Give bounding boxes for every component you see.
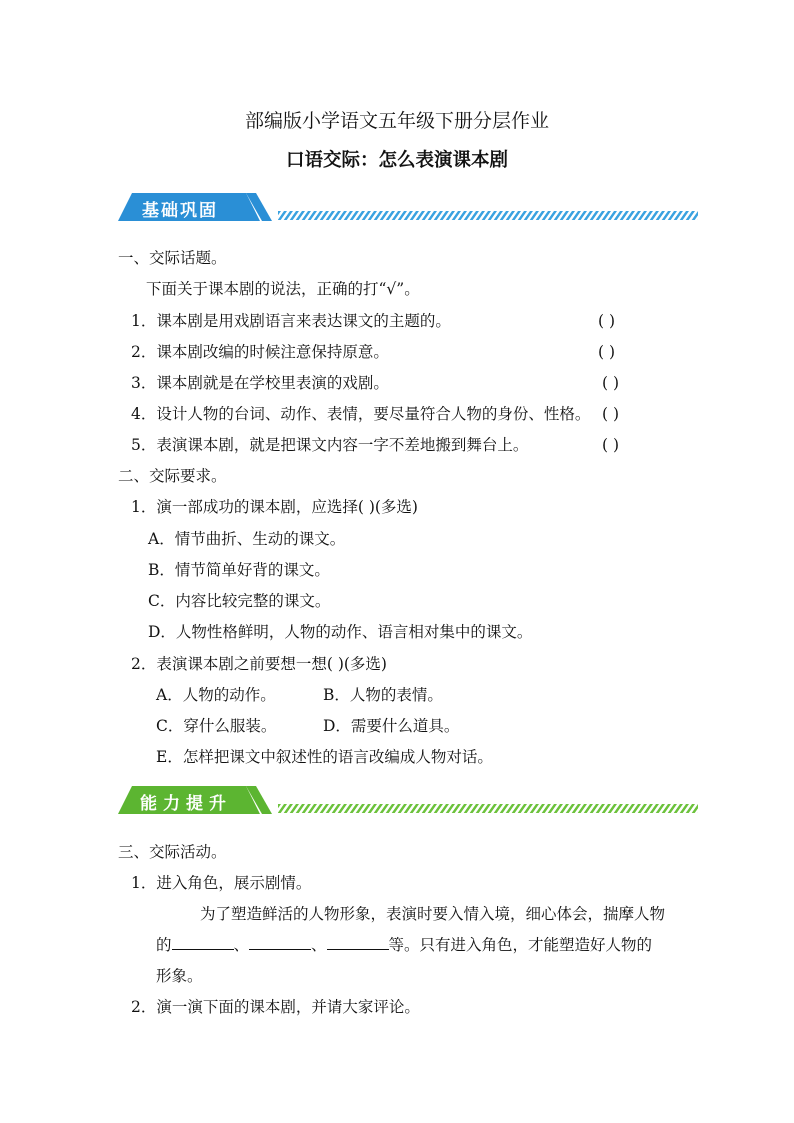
blank-sep-1: 、 bbox=[233, 936, 250, 954]
part2-q1-option-a: A．情节曲折、生动的课文。 bbox=[148, 530, 346, 548]
section-banner-advanced bbox=[118, 784, 700, 818]
section-label-advanced: 能力提升 bbox=[140, 794, 232, 814]
banner-advanced-stripes bbox=[278, 804, 698, 813]
part1-item-5: 5．表演课本剧，就是把课文内容一字不差地搬到舞台上。 bbox=[131, 436, 529, 454]
part1-instruction: 下面关于课本剧的说法，正确的打“√”。 bbox=[146, 280, 420, 298]
part1-item-4: 4．设计人物的台词、动作、表情，要尽量符合人物的身份、性格。 bbox=[131, 405, 591, 423]
part2-q2-option-d: D．需要什么道具。 bbox=[323, 717, 460, 735]
part3-q1-para-line3: 形象。 bbox=[156, 967, 203, 985]
part2-q1-option-d: D．人物性格鲜明，人物的动作、语言相对集中的课文。 bbox=[148, 623, 533, 641]
part2-q2-option-b: B．人物的表情。 bbox=[323, 686, 443, 704]
answer-paren-2[interactable]: ( ) bbox=[598, 343, 616, 361]
fill-blank-3[interactable] bbox=[327, 935, 389, 950]
part3-heading: 三、交际活动。 bbox=[118, 843, 227, 861]
part1-item-3: 3．课本剧就是在学校里表演的戏剧。 bbox=[131, 374, 389, 392]
part3-q2-stem: 2．演一演下面的课本剧，并请大家评论。 bbox=[131, 998, 420, 1016]
section-label-basic: 基础巩固 bbox=[142, 201, 218, 221]
part1-item-2: 2．课本剧改编的时候注意保持原意。 bbox=[131, 343, 389, 361]
banner-basic-stripes bbox=[278, 211, 698, 220]
answer-paren-1[interactable]: ( ) bbox=[598, 312, 616, 330]
part2-q2-option-c: C．穿什么服装。 bbox=[156, 717, 277, 735]
part2-q1-option-c: C．内容比较完整的课文。 bbox=[148, 592, 331, 610]
part2-q2-option-e: E．怎样把课文中叙述性的语言改编成人物对话。 bbox=[156, 748, 493, 766]
answer-paren-5[interactable]: ( ) bbox=[602, 436, 620, 454]
part1-item-1: 1．课本剧是用戏剧语言来表达课文的主题的。 bbox=[131, 312, 451, 330]
section-banner-basic bbox=[118, 191, 700, 225]
para-line2-end: 等。只有进入角色，才能塑造好人物的 bbox=[388, 936, 653, 954]
part3-q1-stem: 1．进入角色，展示剧情。 bbox=[131, 874, 312, 892]
blank-sep-2: 、 bbox=[311, 936, 327, 954]
fill-blank-1[interactable] bbox=[172, 935, 234, 950]
fill-blank-2[interactable] bbox=[249, 935, 311, 950]
part2-q2-stem: 2．表演课本剧之前要想一想( )(多选) bbox=[131, 655, 387, 673]
part1-heading: 一、交际话题。 bbox=[118, 249, 227, 267]
part2-q1-stem: 1．演一部成功的课本剧，应选择( )(多选) bbox=[131, 498, 418, 516]
answer-paren-3[interactable]: ( ) bbox=[602, 374, 620, 392]
part3-q1-para-line1: 为了塑造鲜活的人物形象，表演时要入情入境，细心体会，揣摩人物 bbox=[200, 905, 666, 923]
para-line2-start: 的 bbox=[156, 936, 172, 954]
part2-q1-option-b: B．情节简单好背的课文。 bbox=[148, 561, 330, 579]
part2-heading: 二、交际要求。 bbox=[118, 467, 227, 485]
page-title: 部编版小学语文五年级下册分层作业 bbox=[244, 110, 549, 132]
part3-q1-para-line2 bbox=[156, 935, 652, 955]
answer-paren-4[interactable]: ( ) bbox=[602, 405, 620, 423]
part2-q2-option-a: A．人物的动作。 bbox=[156, 686, 276, 704]
page-subtitle: 口语交际：怎么表演课本剧 bbox=[285, 150, 508, 171]
